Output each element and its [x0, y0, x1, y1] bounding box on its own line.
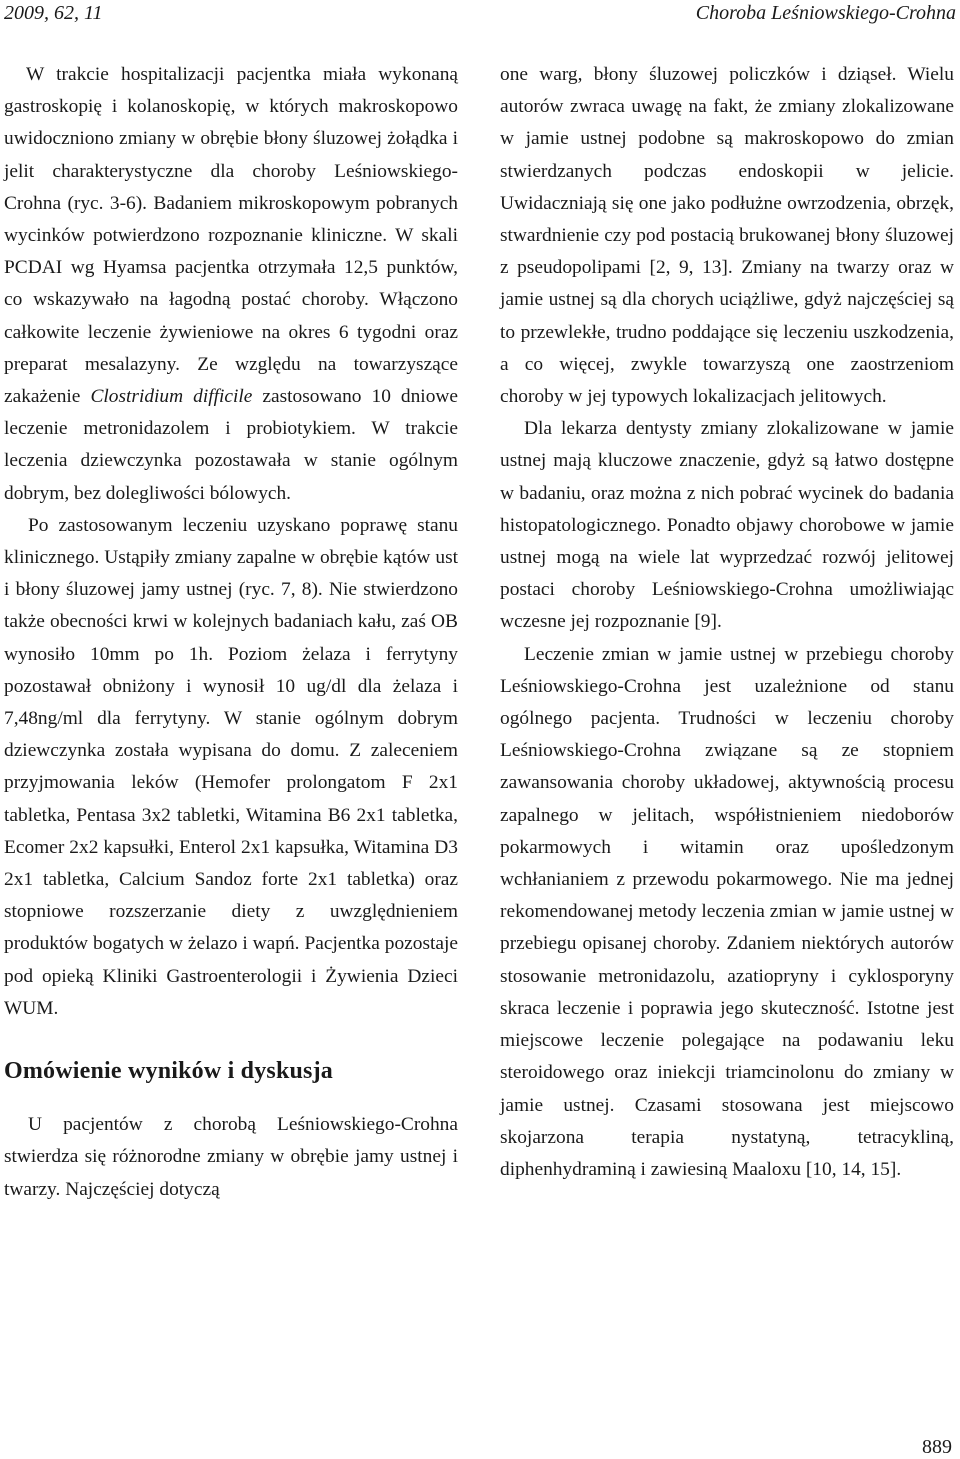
paragraph-text: W trakcie hospitalizacji pacjentka miała wykonaną gastroskopię i kolanoskopię, w których makroskopowo uwidoczniono zmiany w obrębie błony śluzowej żołądka i jelit charakterystyczne dla choroby Leśniowskiego-Crohna (ryc. 3-6). Badaniem mikroskopowym pobranych wycinków potwierdzono rozpoznanie kliniczne. W skali PCDAI wg Hyamsa pacjentka otrzymała 12,5 punktów, co wskazywało na łagodną postać choroby. Włączono całkowite leczenie żywieniowe na okres 6 tygodni oraz preparat mesalazyny. Ze względu na towarzyszące zakażenie [4, 64, 458, 408]
journal-citation: 2009, 62, 11 [4, 2, 103, 24]
paragraph: Po zastosowanym leczeniu uzyskano poprawę stanu klinicznego. Ustąpiły zmiany zapalne w obrębie kątów ust i błony śluzowej jamy ustnej (ryc. 7, 8). Nie stwierdzono także obecności krwi w kolejnych badaniach kału, zaś OB wynosiło 10mm po 1h. Poziom żelaza i ferrytyny pozostawał obniżony i wynosił 10 ug/dl dla żelaza i 7,48ng/ml dla ferrytyny. W stanie ogólnym dobrym dziewczynka została wypisana do domu. Z zaleceniem przyjmowania leków (Hemofer prolongatom F 2x1 tabletka, Pentasa 3x2 tabletki, Witamina B6 2x1 tabletka, Ecomer 2x2 kapsułki, Enterol 2x1 kapsułka, Witamina D3 2x1 tabletka, Calcium Sandoz forte 2x1 tabletka) oraz stopniowe rozszerzanie diety z uwzględnieniem produktów bogatych w żelazo i wapń. Pacjentka pozostaje pod opieką Kliniki Gastroenterologii i Żywienia Dzieci WUM. [4, 514, 458, 1019]
page-number: 889 [922, 1436, 952, 1458]
running-header [4, 0, 956, 26]
paragraph: one warg, błony śluzowej policzków i dziąseł. Wielu autorów zwraca uwagę na fakt, że zmiany zlokalizowane w jamie ustnej podobne są makroskopowo do zmian stwierdzanych podczas endoskopii w jelicie. Uwidaczniają się one jako podłużne owrzodzenia, obrzęk, stwardnienie czy pod postacią brukowanej błony śluzowej z pseudopolipami [2, 9, 13]. Zmiany na twarzy oraz w jamie ustnej są dla chorych uciążliwe, gdyż najczęściej są to przewlekłe, trudno poddające się leczeniu uszkodzenia, a co więcej, zwykle towarzyszą one zaostrzeniom choroby w jej typowych lokalizacjach jelitowych. [500, 64, 954, 408]
left-column [4, 59, 458, 1206]
species-name: Clostridium difficile [90, 386, 253, 408]
paragraph: U pacjentów z chorobą Leśniowskiego-Crohna stwierdza się różnorodne zmiany w obrębie jamy ustnej i twarzy. Najczęściej dotyczą [4, 1114, 458, 1200]
paragraph: Dla lekarza dentysty zmiany zlokalizowane w jamie ustnej mają kluczowe znaczenie, gdyż są łatwo dostępne w badaniu, oraz można z nich pobrać wycinek do badania histopatologicznego. Ponadto objawy chorobowe w jamie ustnej mogą na wiele lat wyprzedzać rozwój jelitowej postaci choroby Leśniowskiego-Crohna umożliwiając wczesne jej rozpoznanie [9]. [500, 418, 954, 633]
paragraph-text: zastosowano 10 dniowe leczenie metronidazolem i probiotykiem. W trakcie leczenia dziewczynka pozostawała w stanie ogólnym dobrym, bez dolegliwości bólowych. [4, 386, 459, 504]
paragraph [4, 59, 458, 510]
running-title: Choroba Leśniowskiego-Crohna [695, 2, 956, 24]
right-column [500, 59, 954, 1186]
paragraph: Leczenie zmian w jamie ustnej w przebiegu choroby Leśniowskiego-Crohna jest uzależnione od stanu ogólnego pacjenta. Trudności w leczeniu choroby Leśniowskiego-Crohna związane są ze stopniem zawansowania choroby układowej, aktywnością procesu zapalnego w jelitach, współistnieniem niedoborów pokarmowych i witamin oraz upośledzonym wchłanianiem z przewodu pokarmowego. Nie ma jednej rekomendowanej metody leczenia zmian w jamie ustnej w przebiegu opisanej choroby. Zdaniem niektórych autorów stosowanie metronidazolu, azatiopryny i cyklosporyny skraca leczenie i poprawia jego skuteczność. Istotne jest miejscowe leczenie polegające na podawaniu leku steroidowego oraz iniekcji triamcinolonu do zmiany w jamie ustnej. Czasami stosowana jest miejscowo skojarzona terapia nystatyną, tetracykliną, diphenhydraminą i zawiesiną Maaloxu [10, 14, 15]. [500, 643, 954, 1180]
section-heading: Omówienie wyników i dyskusja [4, 1058, 333, 1085]
